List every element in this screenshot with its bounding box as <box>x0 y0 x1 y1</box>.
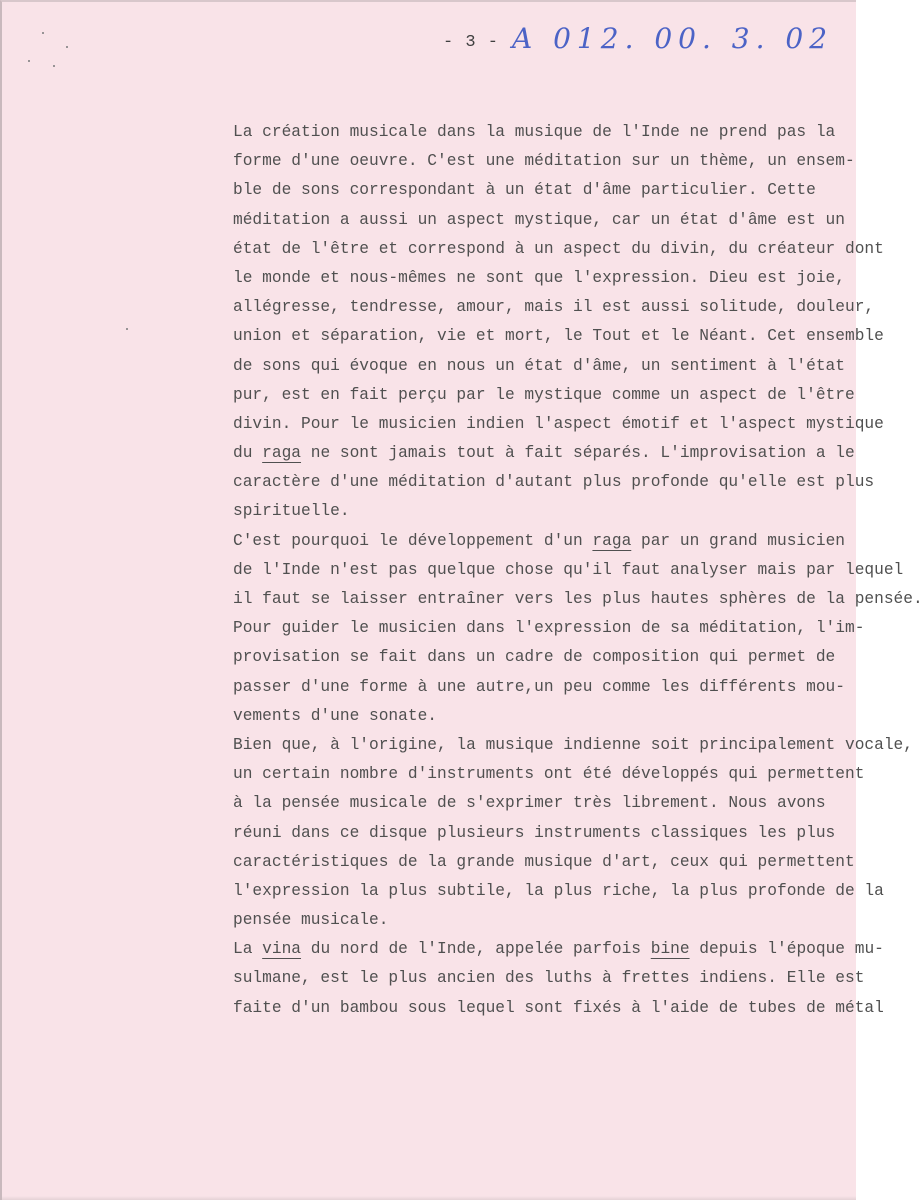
text-line: à la pensée musicale de s'exprimer très librement. Nous avons <box>233 794 826 813</box>
text-line: de sons qui évoque en nous un état d'âme, un sentiment à l'état <box>233 356 845 375</box>
underlined-term: bine <box>650 940 690 959</box>
text-line: provisation se fait dans un cadre de composition qui permet de <box>233 648 836 667</box>
page-number: - 3 - <box>443 33 500 52</box>
text-line: ble de sons correspondant à un état d'âme particulier. Cette <box>233 181 816 200</box>
text-line: méditation a aussi un aspect mystique, car un état d'âme est un <box>233 210 845 229</box>
text-line: forme d'une oeuvre. C'est une méditation sur un thème, un ensem- <box>233 152 855 171</box>
text-line: réuni dans ce disque plusieurs instruments classiques les plus <box>233 823 836 842</box>
text-line: un certain nombre d'instruments ont été développés qui permettent <box>233 765 865 784</box>
text-line: il faut se laisser entraîner vers les plus hautes sphères de la pensée. <box>233 590 923 608</box>
text-line: spirituelle. <box>233 502 350 521</box>
text-line: allégresse, tendresse, amour, mais il est aussi solitude, douleur, <box>233 298 875 317</box>
text-line: état de l'être et correspond à un aspect du divin, du créateur dont <box>233 239 884 258</box>
text-line: Bien que, à l'origine, la musique indienne soit principalement vocale, <box>233 735 913 754</box>
paper-speck <box>66 46 68 48</box>
text-line: caractéristiques de la grande musique d'art, ceux qui permettent <box>233 852 855 871</box>
text-line: C'est pourquoi le développement d'un raga par un grand musicien <box>233 531 845 550</box>
body-text <box>233 118 923 1023</box>
underlined-term: vina <box>262 940 302 959</box>
text-line: La création musicale dans la musique de l'Inde ne prend pas la <box>233 123 836 141</box>
text-line: passer d'une forme à une autre,un peu comme les différents mou- <box>233 677 845 696</box>
handwritten-archive-reference: A 012. 00. 3. 02 <box>512 22 834 55</box>
text-line: pensée musicale. <box>233 911 389 930</box>
text-line: union et séparation, vie et mort, le Tout et le Néant. Cet ensemble <box>233 327 884 346</box>
text-line: vements d'une sonate. <box>233 706 437 725</box>
underlined-term: raga <box>592 531 632 550</box>
text-line: faite d'un bambou sous lequel sont fixés à l'aide de tubes de métal <box>233 998 884 1017</box>
text-line: La vina du nord de l'Inde, appelée parfois bine depuis l'époque mu- <box>233 940 884 959</box>
text-line: pur, est en fait perçu par le mystique comme un aspect de l'être <box>233 385 855 404</box>
text-line: caractère d'une méditation d'autant plus profonde qu'elle est plus <box>233 473 875 492</box>
paper-speck <box>42 32 44 34</box>
underlined-term: raga <box>262 444 302 463</box>
paper-speck <box>53 65 55 67</box>
text-line: du raga ne sont jamais tout à fait séparés. L'improvisation a le <box>233 444 855 463</box>
text-line: de l'Inde n'est pas quelque chose qu'il faut analyser mais par lequel <box>233 560 904 579</box>
paper-speck <box>28 60 30 62</box>
text-line: divin. Pour le musicien indien l'aspect émotif et l'aspect mystique <box>233 414 884 433</box>
text-line: sulmane, est le plus ancien des luths à frettes indiens. Elle est <box>233 969 865 988</box>
text-line: Pour guider le musicien dans l'expression de sa méditation, l'im- <box>233 619 865 638</box>
text-line: le monde et nous-mêmes ne sont que l'expression. Dieu est joie, <box>233 268 845 287</box>
page-bottom-edge <box>2 1196 856 1200</box>
text-line: l'expression la plus subtile, la plus riche, la plus profonde de la <box>233 881 884 900</box>
paper-speck <box>126 328 128 330</box>
